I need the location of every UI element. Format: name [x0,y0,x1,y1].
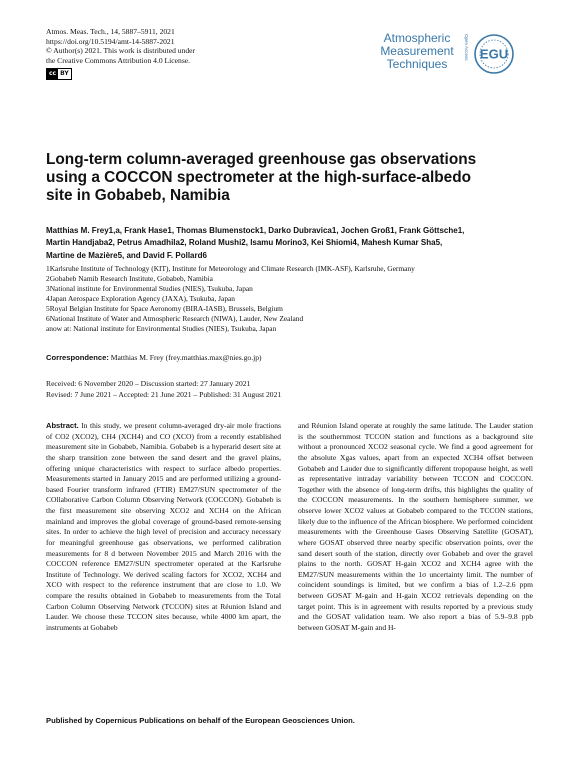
title-line: Long-term column-averaged greenhouse gas observations [46,151,477,168]
by-icon: BY [60,70,69,78]
affiliation: 5Royal Belgian Institute for Space Aeronomy (BIRA-IASB), Brussels, Belgium [46,304,283,313]
journal-name [372,32,462,71]
header-metadata [46,27,195,80]
journal-name-line2: Measurement [380,44,454,58]
affiliation-list [46,264,536,334]
journal-name-line1: Atmospheric [383,31,451,45]
abstract-heading: Abstract. [46,421,79,430]
affiliation: 3National institute for Environmental Studies (NIES), Tsukuba, Japan [46,284,253,293]
copyright: © Author(s) 2021. This work is distributed under [46,46,196,56]
cc-by-badge[interactable] [46,68,72,80]
revised-date: Revised: 7 June 2021 – Accepted: 21 June 2021 – Published: 31 August 2021 [46,389,282,399]
author-list [46,225,536,262]
publication-dates [46,379,281,400]
author-line: Matthias M. Frey1,a, Frank Hase1, Thomas Blumenstock1, Darko Dubravica1, Jochen Groß1, Frank Göttsche1, [46,226,465,235]
doi-link[interactable]: https://doi.org/10.5194/amt-14-5887-2021 [46,36,175,46]
open-access-label: Open Access [464,34,469,61]
received-date: Received: 6 November 2020 – Discussion started: 27 January 2021 [46,379,251,388]
citation: Atmos. Meas. Tech., 14, 5887–5911, 2021 [46,27,175,36]
correspondence [46,353,262,362]
author-line: Martin Handjaba2, Petrus Amadhila2, Roland Mushi2, Isamu Morino3, Kei Shiomi4, Mahesh Kumar Sha5, [46,238,443,248]
affiliation: 2Gobabeb Namib Research Institute, Gobabeb, Namibia [46,274,213,283]
egu-text: EGU [479,46,509,62]
publisher-footer: Published by Copernicus Publications on behalf of the European Geosciences Union. [46,716,355,725]
cc-icon: cc [49,70,57,78]
abstract-column-right [298,421,533,634]
journal-name-line3: Techniques [386,57,448,71]
abstract-paragraph [46,421,281,634]
abstract-text-continued: and Réunion Island operate at roughly the same latitude. The Lauder station is the southernmost TCCON station and functions as a background site without a pronounced XCO2 seasonal cycle. We find a good agreement for the absolute Xgas values, apart from an expected XCH4 offset between Gobabeb and Lauder due to significantly different tropopause height, as well as representative intraday variability between TCCON and COCCON. Together with the absence of long-term drifts, this highlights the quality of the COCCON measurements. In the southern hemisphere summer, we observe lower XCO2 values at Gobabeb compared to the TCCON stations, likely due to the influence of the African biosphere. We performed coincident measurements with the Greenhouse Gases Observing Satellite (GOSAT), where GOSAT observed three nearby specific observation points, over the sand desert south of the station, directly over Gobabeb and over the gravel plains to the north. GOSAT H-gain XCO2 and XCH4 agree with the EM27/SUN measurements within the 1σ uncertainty limit. The number of coincident soundings is limited, but we confirm a bias of 1.2–2.6 ppm between GOSAT M-gain and H-gain XCO2 retrievals depending on the target point. This is in agreement with results reported by a previous study and the GOSAT validation team. We also report a bias of 5.9–9.8 ppb between GOSAT M-gain and H- [298,421,533,632]
abstract-column-left [46,421,281,634]
affiliation: anow at: National institute for Environmental Studies (NIES), Tsukuba, Japan [46,324,277,333]
journal-logo [372,32,532,88]
correspondence-label: Correspondence: [46,353,109,362]
egu-logo-icon [472,32,520,76]
affiliation: 1Karlsruhe Institute of Technology (KIT), Institute for Meteorology and Climate Research (IMK-ASF), Karlsruhe, Germany [46,264,415,273]
author-line: Martine de Mazière5, and David F. Pollard6 [46,250,207,260]
affiliation: 6National Institute of Water and Atmospheric Research (NIWA), Lauder, New Zealand [46,314,304,323]
paper-title [46,151,526,205]
abstract-text: In this study, we present column-averaged dry-air mole fractions of CO2 (XCO2), CH4 (XCH4) and CO (XCO) from a recently established measurement site in Gobabeb, Namibia. Gobabeb is a hyperarid desert site at the sharp transition zone between the sand desert and the gravel plains, offering unique characteristics with respect to surface albedo properties. Measurements started in January 2015 and are performed utilizing a ground-based Fourier transform infrared (FTIR) EM27/SUN spectrometer of the COllaborative Carbon Column Observing Network (COCCON). Gobabeb is the first measurement site observing XCO2 and XCH4 on the African mainland and improves the global coverage of ground-based remote-sensing sites. In order to achieve the high level of precision and accuracy necessary for meaningful greenhouse gas observations, we performed calibration measurements for 8 d between November 2015 and March 2016 with the COCCON reference EM27/SUN spectrometer operated at the Karlsruhe Institute of Technology. We derived scaling factors for XCO2, XCH4 and XCO with respect to the reference instrument that are close to 1.0. We compare the results obtained in Gobabeb to measurements from the Total Carbon Column Observing Network (TCCON) sites at Réunion Island and Lauder. We choose these TCCON sites because, while 4000 km apart, the instruments at Gobabeb [46,421,281,632]
affiliation: 4Japan Aerospace Exploration Agency (JAXA), Tsukuba, Japan [46,294,235,303]
license-text: the Creative Commons Attribution 4.0 License. [46,55,191,65]
title-line: site in Gobabeb, Namibia [46,187,230,204]
correspondence-email[interactable]: Matthias M. Frey (frey.matthias.max@nies.go.jp) [110,353,262,362]
title-line: using a COCCON spectrometer at the high-surface-albedo [46,169,472,186]
